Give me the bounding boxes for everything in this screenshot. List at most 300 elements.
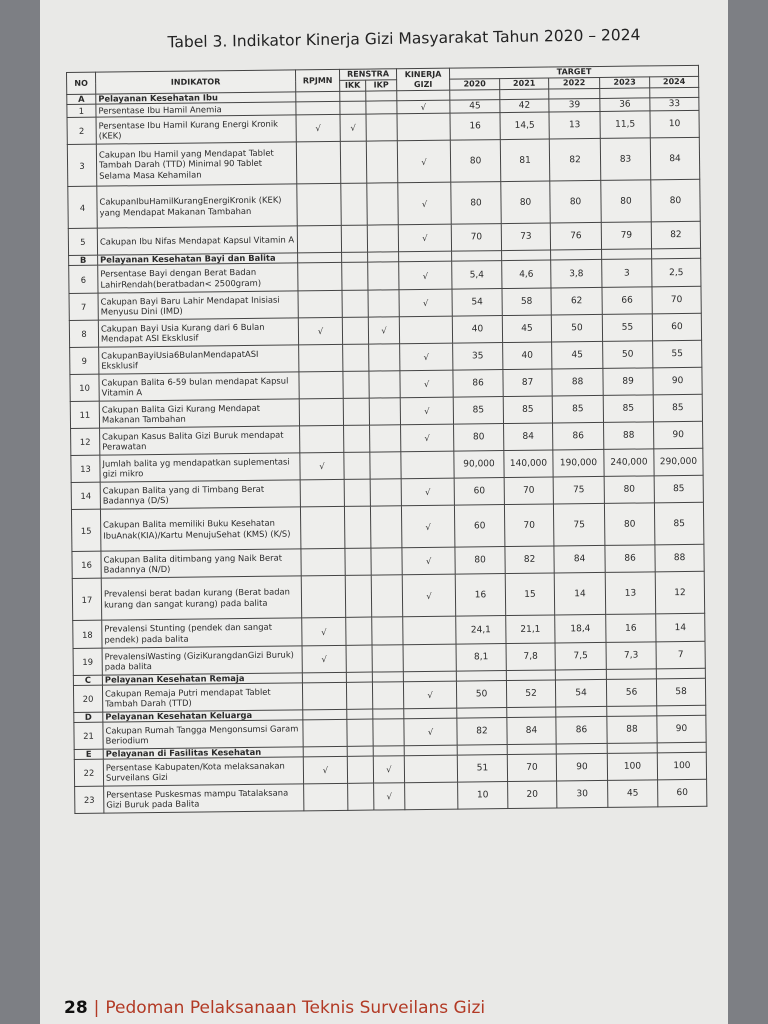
empty-cell	[656, 668, 705, 679]
empty-cell	[399, 251, 452, 262]
target-value: 87	[503, 369, 552, 397]
target-value: 86	[553, 422, 604, 450]
target-value: 88	[607, 716, 657, 744]
kinerja-gizi-check: √	[400, 397, 453, 425]
ikk-check	[342, 262, 368, 290]
row-number: 13	[71, 455, 100, 482]
row-number: 3	[67, 144, 96, 186]
ikk-check	[345, 548, 371, 575]
empty-cell	[404, 708, 457, 719]
indicator-cell: PrevalensiWasting (GiziKurangdanGizi Buruk) pada balita	[102, 646, 302, 675]
target-value: 90	[556, 753, 607, 781]
empty-cell	[452, 251, 502, 262]
ikk-check: √	[340, 114, 366, 141]
ikp-check	[371, 548, 402, 575]
indicator-cell: Cakupan Kasus Balita Gizi Buruk mendapat Perawatan	[100, 426, 300, 455]
target-value: 14,5	[500, 112, 549, 140]
ikk-check	[342, 290, 368, 317]
ikk-check	[347, 719, 373, 746]
target-value: 10	[650, 110, 699, 138]
target-value: 11,5	[600, 111, 650, 139]
footer-separator: |	[93, 998, 100, 1018]
target-value: 13	[605, 572, 655, 615]
row-number: 10	[70, 374, 99, 401]
target-value: 88	[552, 368, 603, 396]
kinerja-gizi-check: √	[401, 505, 454, 548]
target-value: 83	[600, 138, 650, 181]
row-number: 16	[72, 551, 101, 578]
ikk-check	[341, 225, 367, 252]
ikk-check	[343, 344, 369, 371]
target-value: 76	[550, 222, 601, 250]
target-value: 55	[602, 314, 652, 342]
row-number: 21	[74, 722, 103, 749]
empty-cell	[403, 671, 456, 682]
kinerja-gizi-check	[404, 755, 457, 783]
target-value: 86	[453, 370, 503, 398]
row-number: 18	[73, 620, 102, 648]
rpjmn-check: √	[300, 452, 344, 479]
target-value: 5,4	[452, 261, 502, 290]
kinerja-gizi-check: √	[401, 478, 454, 506]
indicator-cell: Cakupan Balita memiliki Buku Kesehatan IbuAnak(KIA)/Kartu MenujuSehat (KMS) (K/S)	[100, 507, 300, 551]
ikk-check	[345, 575, 371, 617]
header-indikator: INDIKATOR	[96, 70, 296, 94]
target-value: 50	[456, 681, 506, 709]
ikp-check	[372, 617, 403, 645]
rpjmn-check	[302, 682, 346, 709]
ikk-check	[340, 141, 366, 183]
ikp-check	[367, 183, 398, 225]
target-value: 75	[553, 476, 604, 504]
header-year: 2020	[450, 79, 500, 91]
row-number: 14	[71, 482, 100, 509]
indicator-cell: Jumlah balita yg mendapatkan suplementasi gizi mikro	[100, 453, 300, 482]
ikk-check	[340, 101, 366, 114]
section-code: D	[74, 712, 103, 722]
target-value: 82	[549, 138, 600, 181]
target-value: 60	[658, 779, 707, 807]
indicator-cell: Cakupan Ibu Hamil yang Mendapat Tablet Tambah Darah (TTD) Minimal 90 Tablet Selama Masa Kehamilan	[96, 142, 296, 186]
section-label: Pelayanan Kesehatan Bayi dan Balita	[98, 253, 298, 265]
target-value: 35	[453, 343, 503, 371]
header-year: 2022	[549, 77, 600, 89]
target-value: 85	[453, 397, 503, 425]
empty-cell	[366, 91, 397, 101]
target-value: 4,6	[502, 260, 551, 289]
kinerja-gizi-check	[399, 316, 452, 344]
target-value: 86	[556, 716, 607, 744]
header-year: 2024	[650, 76, 699, 88]
indicator-cell: CakupanIbuHamilKurangEnergiKronik (KEK) yang Mendapat Makanan Tambahan	[97, 184, 297, 228]
target-value: 70	[504, 504, 553, 547]
kinerja-gizi-check: √	[402, 574, 455, 617]
kinerja-gizi-check	[397, 113, 450, 141]
row-number: 8	[69, 320, 98, 347]
rpjmn-check: √	[302, 617, 346, 645]
empty-cell	[373, 746, 404, 756]
indicator-table	[66, 65, 707, 814]
empty-cell	[347, 709, 373, 719]
empty-cell	[600, 88, 650, 99]
target-value: 12	[655, 571, 704, 614]
target-value: 82	[651, 221, 700, 249]
ikp-check	[369, 344, 400, 371]
rpjmn-check: √	[296, 114, 340, 141]
row-number: 17	[72, 578, 101, 620]
empty-cell	[556, 706, 607, 717]
section-label: Pelayanan Kesehatan Ibu	[96, 92, 296, 104]
ikk-check	[342, 317, 368, 344]
target-value: 85	[603, 395, 653, 423]
target-value: 50	[603, 341, 653, 369]
ikp-check	[369, 398, 400, 425]
kinerja-gizi-check	[405, 782, 458, 810]
target-value: 58	[656, 678, 705, 706]
indicator-cell: Persentase Kabupaten/Kota melaksanakan Surveilans Gizi	[103, 757, 303, 786]
row-number: 20	[73, 685, 102, 712]
target-value: 62	[551, 287, 602, 315]
target-value: 84	[554, 545, 605, 573]
target-value: 50	[551, 314, 602, 342]
target-value: 45	[608, 780, 658, 808]
target-value: 66	[602, 287, 652, 315]
table-container	[66, 65, 707, 814]
empty-cell	[657, 705, 706, 716]
empty-cell	[606, 669, 656, 680]
target-value: 15	[505, 573, 554, 616]
target-value: 90	[654, 421, 703, 449]
header-ikp: IKP	[366, 80, 397, 91]
target-value: 8,1	[456, 644, 506, 672]
target-value: 20	[508, 781, 557, 809]
target-value: 14	[656, 613, 705, 642]
kinerja-gizi-check: √	[403, 681, 456, 709]
empty-cell	[397, 90, 450, 101]
row-number: 12	[71, 428, 100, 455]
kinerja-gizi-check: √	[397, 100, 450, 114]
target-value: 16	[606, 614, 656, 643]
target-value: 81	[500, 139, 549, 182]
rpjmn-check: √	[298, 317, 342, 344]
rpjmn-check	[303, 719, 347, 746]
empty-cell	[507, 707, 556, 718]
target-value: 73	[501, 223, 550, 251]
kinerja-gizi-check	[401, 451, 454, 479]
target-value: 100	[607, 753, 657, 781]
target-value: 54	[452, 289, 502, 317]
header-ikk: IKK	[340, 80, 366, 91]
target-value: 70	[652, 286, 701, 314]
target-value: 42	[500, 99, 549, 113]
ikp-check	[367, 225, 398, 252]
target-value: 82	[457, 718, 507, 746]
target-value: 80	[604, 476, 654, 504]
section-code: E	[74, 749, 103, 759]
table-row	[72, 571, 704, 620]
header-no: NO	[67, 72, 96, 94]
target-value: 86	[605, 545, 655, 573]
kinerja-gizi-check: √	[397, 140, 450, 183]
ikk-check	[346, 617, 372, 645]
row-number: 9	[70, 347, 99, 374]
target-value: 16	[455, 574, 505, 617]
ikp-check	[372, 645, 403, 672]
ikp-check	[370, 479, 401, 506]
target-value: 89	[603, 368, 653, 396]
target-value: 90	[653, 367, 702, 395]
section-label: Pelayanan di Fasilitas Kesehatan	[103, 747, 303, 759]
footer-title: Pedoman Pelaksanaan Teknis Surveilans Gizi	[105, 998, 486, 1018]
rpjmn-check	[300, 479, 344, 506]
target-value: 70	[451, 224, 501, 252]
rpjmn-check	[299, 398, 343, 425]
empty-cell	[303, 746, 347, 756]
section-code: A	[67, 94, 96, 104]
empty-cell	[457, 745, 507, 756]
target-value: 90	[657, 715, 706, 743]
ikk-check	[347, 756, 373, 783]
document-page	[40, 0, 728, 1024]
empty-cell	[346, 672, 372, 682]
empty-cell	[296, 91, 340, 101]
indicator-cell: Prevalensi berat badan kurang (Berat badan kurang dan sangat kurang) pada balita	[101, 576, 301, 620]
target-value: 70	[504, 477, 553, 505]
empty-cell	[506, 670, 555, 681]
target-value: 7	[656, 641, 705, 669]
empty-cell	[502, 250, 551, 261]
target-value: 14	[554, 572, 605, 615]
target-value: 45	[502, 315, 551, 343]
target-value: 80	[550, 180, 601, 223]
target-value: 85	[654, 502, 703, 545]
ikp-check	[366, 101, 397, 114]
target-value: 80	[454, 424, 504, 452]
target-value: 40	[452, 316, 502, 344]
target-value: 82	[505, 546, 554, 574]
empty-cell	[602, 249, 652, 260]
target-value: 18,4	[555, 614, 606, 643]
header-year: 2023	[600, 77, 650, 89]
empty-cell	[298, 252, 342, 262]
row-number: 2	[67, 117, 96, 144]
target-value: 80	[501, 181, 550, 224]
ikk-check	[346, 645, 372, 672]
target-value: 45	[552, 341, 603, 369]
ikk-check	[343, 398, 369, 425]
row-number: 7	[69, 293, 98, 320]
target-value: 3,8	[551, 259, 602, 288]
target-value: 7,8	[506, 643, 555, 671]
ikp-check	[371, 575, 402, 617]
indicator-cell: Persentase Ibu Hamil Anemia	[96, 102, 296, 117]
kinerja-gizi-check: √	[399, 289, 452, 317]
empty-cell	[368, 252, 399, 262]
header-target: TARGET	[449, 65, 698, 79]
empty-cell	[551, 249, 602, 260]
table-body	[67, 87, 707, 813]
target-value: 10	[458, 782, 508, 810]
ikp-check	[369, 371, 400, 398]
rpjmn-check	[298, 262, 342, 290]
ikk-check	[344, 452, 370, 479]
target-value: 84	[650, 137, 699, 180]
target-value: 45	[450, 100, 500, 114]
row-number: 19	[73, 648, 102, 675]
target-value: 85	[653, 394, 702, 422]
target-value: 30	[557, 780, 608, 808]
indicator-cell: Cakupan Ibu Nifas Mendapat Kapsul Vitamin A	[97, 226, 297, 255]
target-value: 79	[601, 222, 651, 250]
indicator-cell: CakupanBayiUsia6BulanMendapatASI Eksklusif	[99, 345, 299, 374]
target-value: 84	[507, 717, 556, 745]
target-value: 190,000	[553, 449, 604, 477]
target-value: 85	[654, 475, 703, 503]
target-value: 2,5	[652, 258, 701, 287]
ikp-check	[370, 452, 401, 479]
rpjmn-check	[297, 225, 341, 252]
empty-cell	[607, 743, 657, 754]
kinerja-gizi-check: √	[398, 182, 451, 225]
page-number: 28	[64, 998, 88, 1018]
target-value: 24,1	[456, 616, 506, 645]
ikk-check	[344, 506, 370, 548]
target-value: 80	[601, 180, 651, 223]
target-value: 54	[555, 679, 606, 707]
empty-cell	[372, 672, 403, 682]
row-number: 15	[71, 509, 100, 551]
ikp-check	[373, 719, 404, 746]
indicator-cell: Cakupan Balita 6-59 bulan mendapat Kapsul Vitamin A	[99, 372, 299, 401]
header-rpjmn: RPJMN	[295, 69, 339, 91]
section-code: C	[73, 675, 102, 685]
target-value: 290,000	[654, 448, 703, 476]
rpjmn-check	[299, 371, 343, 398]
row-number: 22	[74, 759, 103, 786]
ikp-check	[372, 682, 403, 709]
rpjmn-check	[297, 183, 341, 225]
ikp-check	[370, 425, 401, 452]
rpjmn-check: √	[303, 756, 347, 783]
ikp-check	[366, 114, 397, 141]
target-value: 60	[652, 313, 701, 341]
empty-cell	[607, 706, 657, 717]
empty-cell	[507, 744, 556, 755]
section-code: B	[69, 255, 98, 265]
ikp-check	[366, 141, 397, 183]
row-number: 11	[70, 401, 99, 428]
ikp-check: √	[374, 783, 405, 810]
header-renstra: RENSTRA	[339, 69, 396, 81]
ikk-check	[344, 425, 370, 452]
empty-cell	[500, 89, 549, 100]
target-value: 58	[502, 288, 551, 316]
kinerja-gizi-check: √	[400, 370, 453, 398]
target-value: 16	[450, 113, 500, 141]
ikp-check: √	[373, 756, 404, 783]
indicator-cell: Cakupan Remaja Putri mendapat Tablet Tambah Darah (TTD)	[102, 683, 302, 712]
rpjmn-check	[299, 344, 343, 371]
target-value: 84	[504, 423, 553, 451]
empty-cell	[556, 743, 607, 754]
target-value: 80	[604, 503, 654, 546]
header-year: 2021	[500, 78, 549, 90]
row-number: 6	[69, 265, 98, 293]
table-title: Tabel 3. Indikator Kinerja Gizi Masyarakat Tahun 2020 – 2024	[167, 25, 641, 52]
target-value: 100	[657, 752, 706, 780]
target-value: 7,3	[606, 642, 656, 670]
kinerja-gizi-check: √	[402, 547, 455, 575]
target-value: 85	[552, 395, 603, 423]
target-value: 52	[506, 680, 555, 708]
row-number: 23	[75, 786, 104, 813]
indicator-cell: Prevalensi Stunting (pendek dan sangat pendek) pada balita	[102, 618, 302, 648]
target-value: 240,000	[604, 449, 654, 477]
target-value: 60	[454, 505, 504, 548]
indicator-cell: Persentase Ibu Hamil Kurang Energi Kronik (KEK)	[96, 115, 296, 144]
table-row	[71, 502, 703, 551]
target-value: 85	[503, 396, 552, 424]
target-value: 36	[600, 98, 650, 112]
ikp-check	[368, 290, 399, 317]
target-value: 13	[549, 111, 600, 139]
target-value: 3	[602, 259, 652, 288]
table-row	[75, 779, 707, 813]
rpjmn-check	[301, 548, 345, 575]
ikp-check	[370, 506, 401, 548]
indicator-cell: Cakupan Rumah Tangga Mengonsumsi Garam Beriodium	[103, 720, 303, 749]
target-value: 88	[655, 544, 704, 572]
target-value: 55	[653, 340, 702, 368]
indicator-cell: Cakupan Bayi Usia Kurang dari 6 Bulan Mendapat ASI Eksklusif	[98, 318, 298, 347]
target-value: 56	[606, 679, 656, 707]
rpjmn-check	[304, 783, 348, 810]
empty-cell	[340, 91, 366, 101]
indicator-cell: Persentase Puskesmas mampu Tatalaksana Gizi Buruk pada Balita	[104, 784, 304, 813]
empty-cell	[549, 88, 600, 99]
empty-cell	[373, 709, 404, 719]
table-row	[67, 137, 699, 186]
rpjmn-check	[298, 290, 342, 317]
empty-cell	[652, 248, 701, 259]
target-value: 80	[451, 182, 501, 225]
kinerja-gizi-check: √	[398, 224, 451, 252]
rpjmn-check	[300, 506, 344, 548]
section-label: Pelayanan Kesehatan Remaja	[102, 673, 302, 685]
row-number: 5	[68, 228, 97, 255]
target-value: 90,000	[454, 451, 504, 479]
target-value: 7,5	[555, 642, 606, 670]
target-value: 80	[651, 179, 700, 222]
empty-cell	[303, 709, 347, 719]
header-kinerja-gizi: KINERJA GIZI	[397, 68, 450, 91]
ikp-check: √	[368, 317, 399, 344]
target-value: 80	[450, 140, 500, 183]
empty-cell	[457, 708, 507, 719]
ikp-check	[368, 262, 399, 290]
kinerja-gizi-check	[403, 644, 456, 672]
kinerja-gizi-check	[403, 616, 456, 645]
kinerja-gizi-check: √	[404, 718, 457, 746]
ikk-check	[341, 183, 367, 225]
target-value: 140,000	[504, 450, 553, 478]
rpjmn-check	[296, 141, 340, 183]
kinerja-gizi-check: √	[401, 424, 454, 452]
empty-cell	[302, 672, 346, 682]
empty-cell	[342, 252, 368, 262]
ikk-check	[346, 682, 372, 709]
target-value: 80	[455, 547, 505, 575]
